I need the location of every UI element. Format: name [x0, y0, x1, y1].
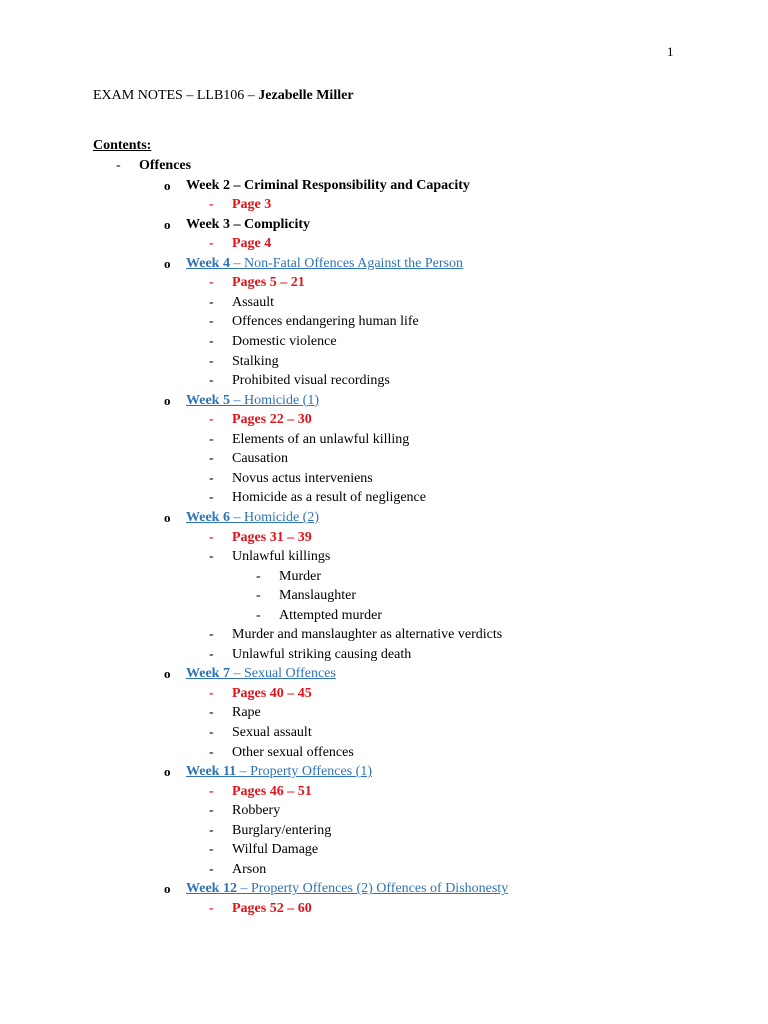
- list-bullet-dash: -: [209, 197, 214, 213]
- list-bullet-dash: -: [209, 842, 214, 858]
- list-bullet-dash: -: [209, 294, 214, 310]
- week-link[interactable]: [186, 879, 508, 898]
- section-label: Offences: [139, 158, 192, 173]
- list-bullet-dash: -: [209, 353, 214, 369]
- week-title: – Homicide (2): [229, 509, 319, 525]
- topic-item: Arson: [232, 861, 267, 877]
- list-bullet-circle: o: [164, 764, 171, 780]
- sub-topic-item: Murder: [279, 568, 321, 584]
- week-link[interactable]: [186, 762, 372, 781]
- title-exam-notes: EXAM NOTES: [93, 88, 183, 103]
- page-range: Pages 31 – 39: [232, 529, 312, 545]
- list-bullet-circle: o: [164, 255, 171, 271]
- page-range: Pages 5 – 21: [232, 275, 305, 291]
- week-title: – Complicity: [229, 216, 311, 232]
- list-bullet-circle: o: [164, 177, 171, 193]
- page-range: Pages 52 – 60: [232, 900, 312, 916]
- week-heading: [186, 176, 470, 195]
- topic-item: Murder and manslaughter as alternative verdicts: [232, 627, 503, 643]
- week-title: – Non-Fatal Offences Against the Person: [229, 255, 463, 271]
- page-range: Pages 46 – 51: [232, 783, 312, 799]
- list-bullet-circle: o: [164, 509, 171, 525]
- topic-item: Domestic violence: [232, 334, 337, 349]
- topic-item: Burglary/entering: [232, 822, 332, 838]
- week-title: – Property Offences (1): [236, 764, 372, 780]
- list-bullet-dash: -: [209, 725, 214, 740]
- list-bullet-dash: -: [209, 412, 214, 428]
- topic-item: Wilful Damage: [232, 842, 319, 858]
- list-bullet-dash: -: [209, 627, 214, 643]
- week-link[interactable]: [186, 664, 336, 683]
- topic-item: Elements of an unlawful killing: [232, 431, 410, 447]
- list-bullet-dash: -: [209, 744, 214, 760]
- list-bullet-circle: o: [164, 881, 171, 897]
- title-separator: –: [182, 88, 197, 103]
- list-bullet-dash: -: [209, 803, 214, 819]
- list-bullet-dash: -: [209, 822, 214, 838]
- topic-item: Causation: [232, 451, 288, 467]
- title-course-code: LLB106: [196, 88, 245, 103]
- topic-item: Rape: [232, 705, 261, 721]
- week-number: Week 2: [186, 177, 230, 193]
- list-bullet-circle: o: [164, 216, 171, 232]
- week-number: Week 5: [186, 392, 230, 408]
- list-bullet-dash: -: [209, 373, 214, 389]
- document-title: [93, 88, 354, 104]
- topic-item: Assault: [232, 294, 274, 310]
- list-bullet-dash: -: [256, 607, 261, 623]
- list-bullet-dash: -: [209, 783, 214, 799]
- week-number: Week 4: [186, 255, 230, 271]
- topic-item: Unlawful killings: [232, 549, 331, 564]
- topic-item: Robbery: [232, 803, 281, 819]
- page-range: Page 4: [232, 236, 272, 252]
- topic-item: Offences endangering human life: [232, 314, 419, 330]
- list-bullet-dash: -: [209, 529, 214, 545]
- sub-topic-item: Manslaughter: [279, 588, 356, 604]
- list-bullet-dash: -: [209, 549, 214, 564]
- topic-item: Other sexual offences: [232, 744, 354, 760]
- week-number: Week 7: [186, 666, 230, 682]
- list-bullet-dash: -: [209, 646, 214, 662]
- list-bullet-dash: -: [209, 705, 214, 721]
- list-bullet-dash: -: [256, 568, 261, 584]
- week-number: Week 3: [186, 216, 230, 232]
- list-bullet-dash: -: [209, 470, 214, 486]
- week-link[interactable]: [186, 391, 319, 410]
- list-bullet-dash: -: [209, 490, 214, 506]
- week-number: Week 12: [186, 881, 237, 897]
- week-title: – Homicide (1): [229, 392, 319, 408]
- contents-heading: Contents:: [93, 138, 152, 153]
- page-range: Pages 40 – 45: [232, 685, 312, 701]
- title-separator: –: [244, 88, 259, 103]
- week-number: Week 11: [186, 764, 237, 780]
- list-bullet-dash: -: [209, 275, 214, 291]
- title-author: Jezabelle Miller: [258, 88, 354, 103]
- list-bullet-circle: o: [164, 666, 171, 682]
- week-title: – Criminal Responsibility and Capacity: [229, 177, 470, 193]
- list-bullet-dash: -: [209, 236, 214, 252]
- list-bullet-circle: o: [164, 392, 171, 408]
- page-number: 1: [667, 44, 674, 59]
- list-bullet-dash: -: [209, 861, 214, 877]
- list-bullet-dash: -: [209, 685, 214, 701]
- topic-item: Prohibited visual recordings: [232, 373, 390, 389]
- week-title: – Sexual Offences: [229, 666, 336, 682]
- list-bullet-dash: -: [209, 900, 214, 916]
- list-bullet-dash: -: [209, 314, 214, 330]
- sub-topic-item: Attempted murder: [279, 607, 383, 623]
- list-bullet-dash: -: [209, 451, 214, 467]
- topic-item: Stalking: [232, 353, 279, 369]
- topic-item: Unlawful striking causing death: [232, 646, 412, 662]
- list-bullet-dash: -: [116, 158, 121, 173]
- week-heading: [186, 215, 310, 234]
- list-bullet-dash: -: [256, 588, 261, 604]
- topic-item: Sexual assault: [232, 725, 312, 740]
- week-title: – Property Offences (2) Offences of Dishonesty: [236, 881, 509, 897]
- page-range: Page 3: [232, 197, 272, 213]
- topic-item: Novus actus interveniens: [232, 470, 373, 486]
- page-range: Pages 22 – 30: [232, 412, 312, 428]
- topic-item: Homicide as a result of negligence: [232, 490, 426, 506]
- list-bullet-dash: -: [209, 334, 214, 349]
- list-bullet-dash: -: [209, 431, 214, 447]
- week-link[interactable]: [186, 508, 319, 527]
- week-number: Week 6: [186, 509, 230, 525]
- week-link[interactable]: [186, 254, 463, 273]
